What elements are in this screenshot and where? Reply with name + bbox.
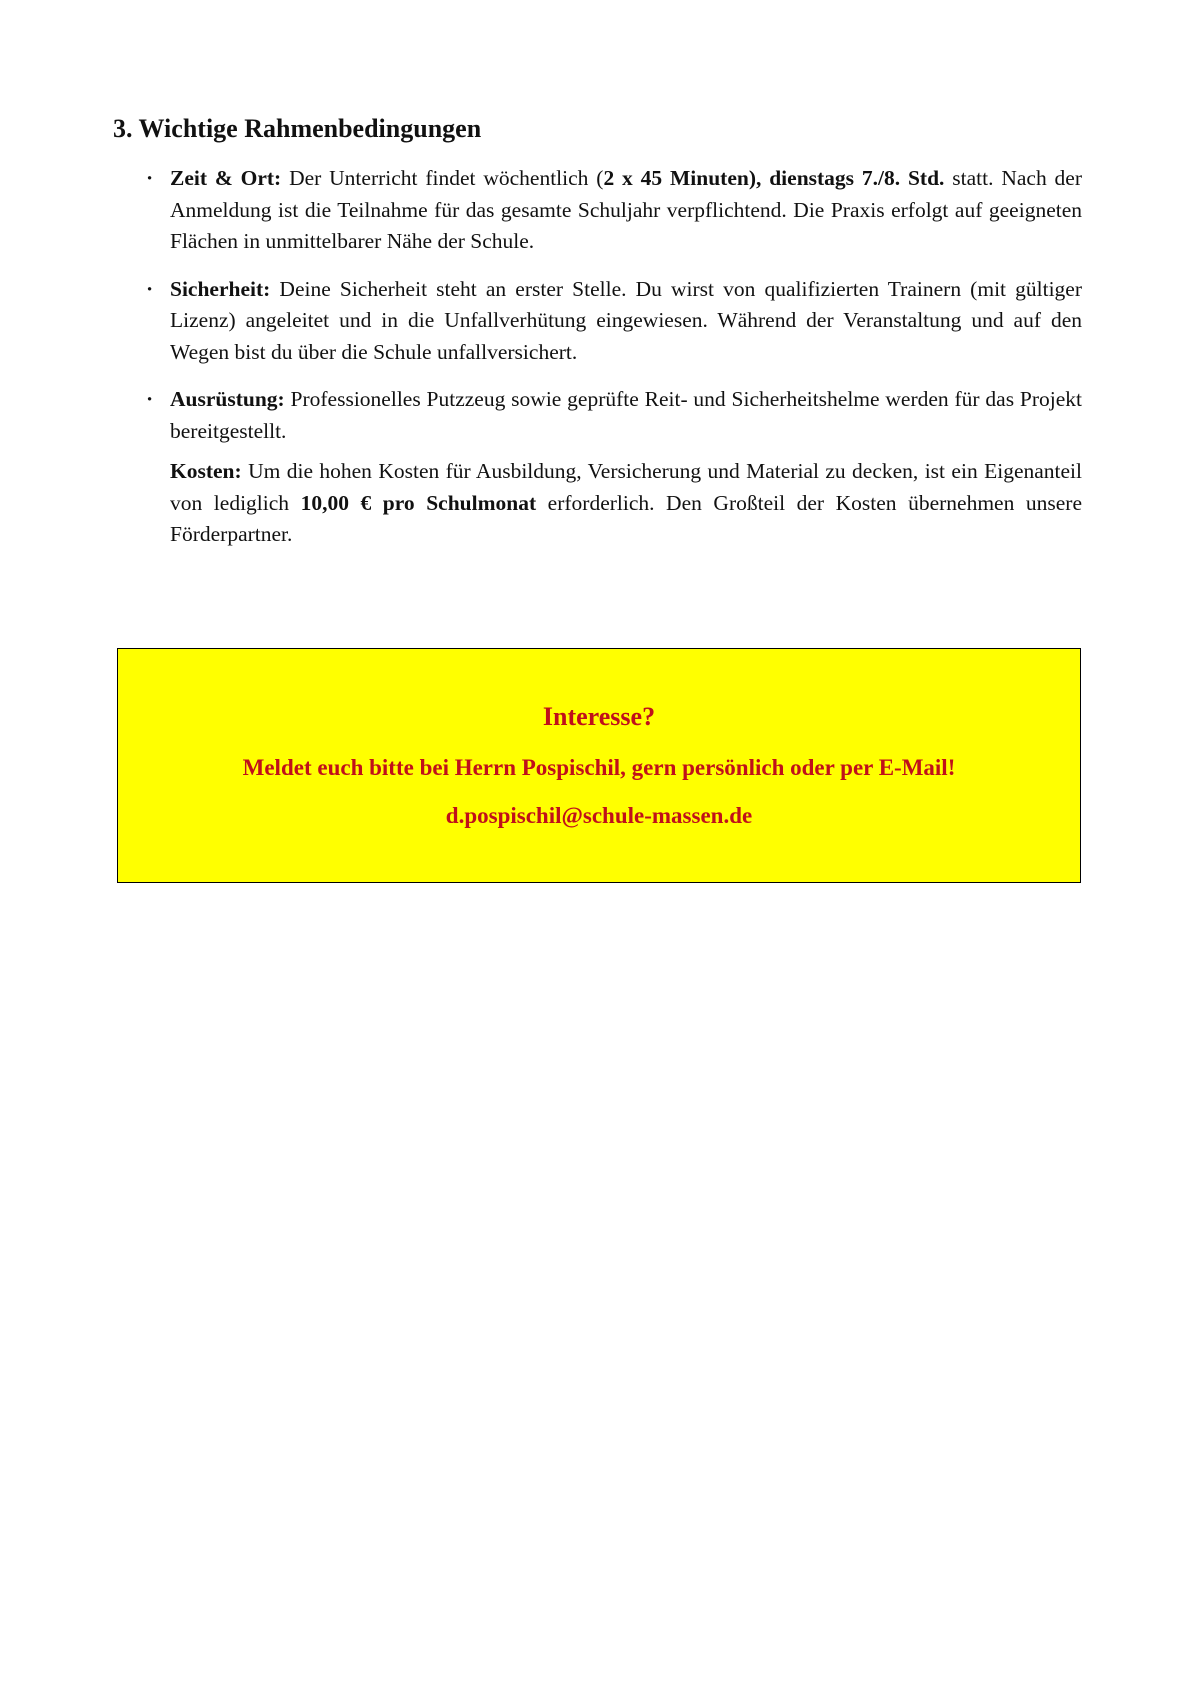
item-text [170,387,1082,443]
bullet-icon: · [146,166,154,190]
contact-notice-box [117,648,1081,883]
item-body: Der Unterricht findet wöchentlich ( [281,166,604,190]
conditions-list [146,163,1082,567]
bullet-icon: · [146,387,154,411]
notice-email-link[interactable]: d.pospischil@schule-massen.de [445,803,753,828]
item-label: Zeit & Ort: [170,166,282,190]
item-body: Professionelles Putzzeug sowie geprüfte Reit- und Sicherheitshelme werden für das Projekt bereitgestellt. [170,387,1082,443]
item-body: statt. Nach der Anmeldung ist die Teilnahme für das gesamte Schuljahr verpflichtend. Die Praxis erfolgt auf geeigneten Flächen in unmittelbarer Nähe der Schule. [170,166,1082,253]
item-body: Um die hohen Kosten für Ausbildung, Versicherung und Material zu decken, ist ein Eigenanteil von lediglich [170,459,1082,515]
item-emphasis: 10,00 € pro Schulmonat [300,490,537,515]
notice-contact-line: Meldet euch bitte bei Herrn Pospischil, gern persönlich oder per E-Mail! [242,755,956,780]
list-item-zeit-ort [146,163,1082,258]
list-item-kosten [170,456,1082,551]
list-item-ausruestung [146,384,1082,447]
item-label: Sicherheit: [170,276,271,301]
item-text [170,459,1082,546]
item-label: Ausrüstung: [170,387,285,411]
list-item-sicherheit [146,274,1082,369]
item-text [170,277,1082,364]
bullet-icon: · [146,276,154,301]
item-emphasis: 2 x 45 Minuten), dienstags 7./8. Std. [603,166,945,190]
notice-title: Interesse? [542,702,656,731]
item-body: Deine Sicherheit steht an erster Stelle. Du wirst von qualifizierten Trainern (mit gültiger Lizenz) angeleitet und in die Unfallverhütung eingewiesen. Während der Veranstaltung und auf den Wegen bist du über die Schule unfallversichert. [170,276,1082,364]
item-label: Kosten: [170,459,242,483]
item-body: erforderlich. Den Großteil der Kosten übernehmen unsere Förderpartner. [170,490,1082,546]
section-heading: 3. Wichtige Rahmenbedingungen [113,114,482,143]
item-text [170,166,1082,253]
